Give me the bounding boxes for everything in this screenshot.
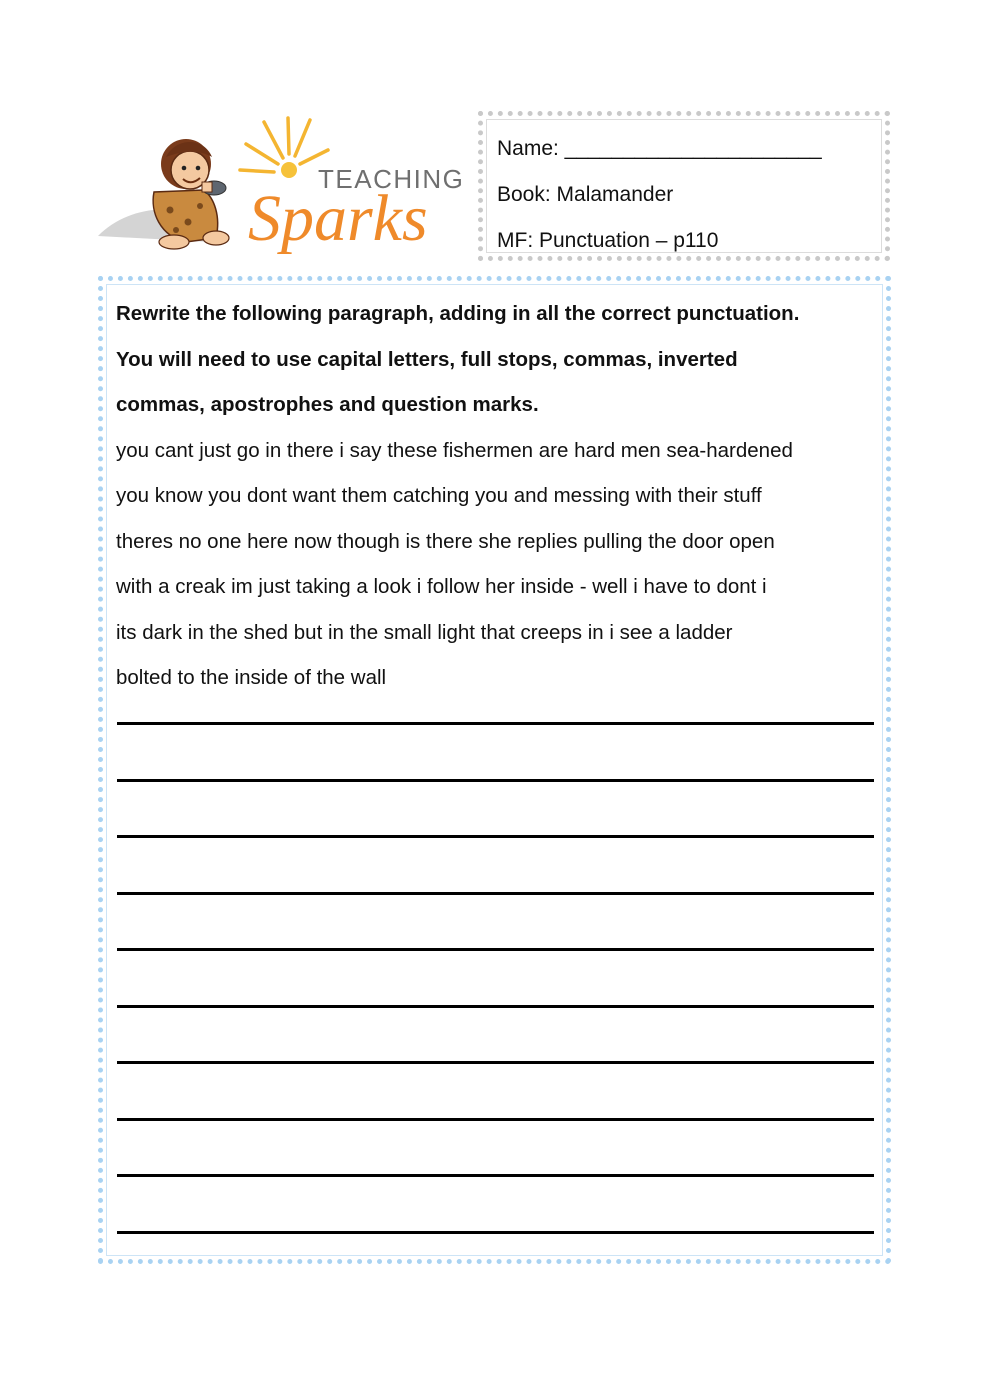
paragraph-line: theres no one here now though is there she replies pulling the door open xyxy=(116,529,775,553)
writing-line[interactable] xyxy=(117,1118,874,1121)
name-field[interactable]: Name: ______________________ xyxy=(497,137,822,160)
book-label: Book: Malamander xyxy=(497,183,674,206)
paragraph-line: you know you dont want them catching you and messing with their stuff xyxy=(116,484,762,507)
writing-line[interactable] xyxy=(117,1174,874,1177)
writing-line[interactable] xyxy=(117,1231,874,1234)
writing-line[interactable] xyxy=(117,779,874,782)
instructions xyxy=(116,291,874,428)
logo-sparks-text: Sparks xyxy=(248,182,428,255)
writing-lines[interactable] xyxy=(117,722,874,1287)
writing-line[interactable] xyxy=(117,948,874,951)
exercise-box xyxy=(98,276,891,1264)
writing-line[interactable] xyxy=(117,722,874,725)
paragraph-line: with a creak im just taking a look i follow her inside - well i have to dont i xyxy=(116,575,767,598)
writing-line[interactable] xyxy=(117,835,874,838)
logo-teaching-text: TEACHING xyxy=(318,164,464,194)
teaching-sparks-logo xyxy=(96,112,464,262)
paragraph-line: you cant just go in there i say these fishermen are hard men sea-hardened xyxy=(116,438,793,462)
writing-line[interactable] xyxy=(117,892,874,895)
student-info-box xyxy=(478,111,890,261)
instruction-line: You will need to use capital letters, full stops, commas, inverted xyxy=(116,347,738,371)
instruction-line: commas, apostrophes and question marks. xyxy=(116,393,539,416)
mf-label: MF: Punctuation – p110 xyxy=(497,229,719,252)
paragraph-line: bolted to the inside of the wall xyxy=(116,666,387,689)
unpunctuated-paragraph xyxy=(116,428,874,701)
paragraph-line: its dark in the shed but in the small light that creeps in i see a ladder xyxy=(116,620,733,644)
writing-line[interactable] xyxy=(117,1061,874,1064)
writing-line[interactable] xyxy=(117,1005,874,1008)
instruction-line: Rewrite the following paragraph, adding in all the correct punctuation. xyxy=(116,302,800,325)
